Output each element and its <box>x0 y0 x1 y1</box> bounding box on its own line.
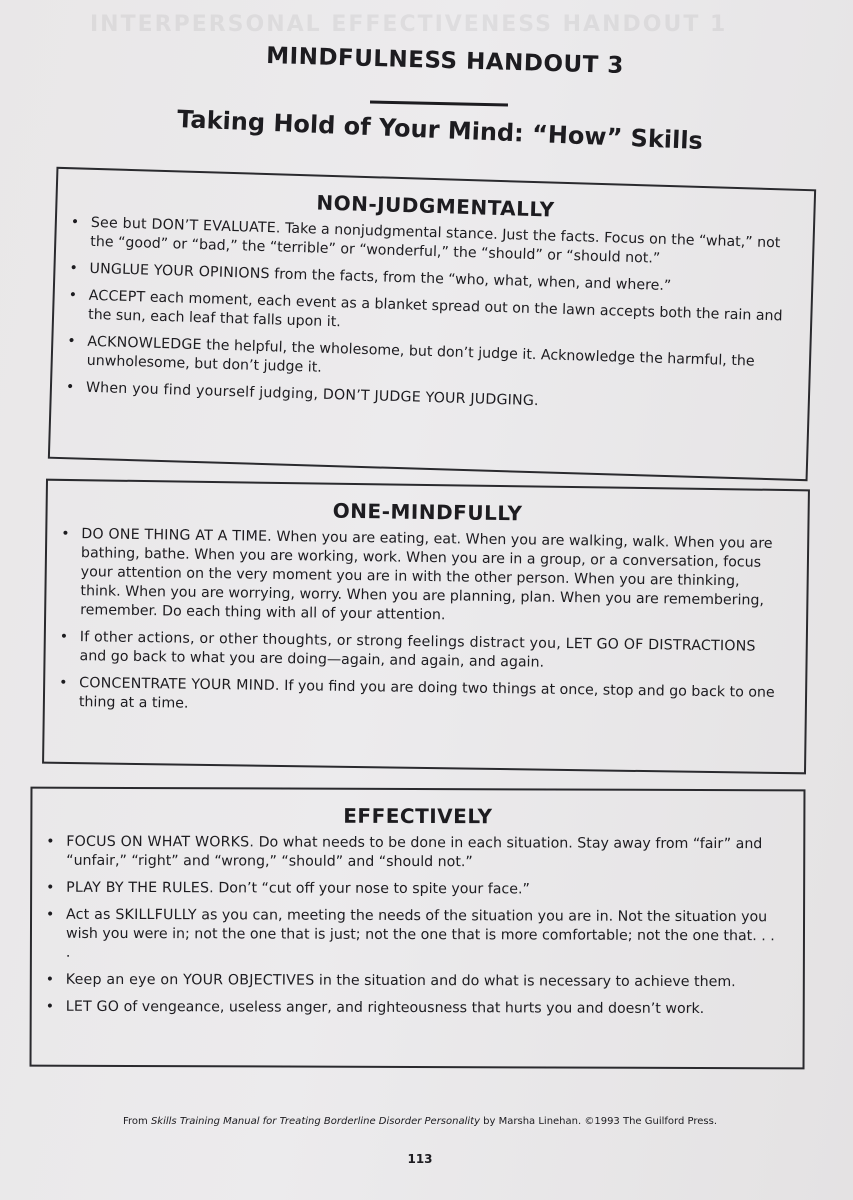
bullet-icon: • <box>70 214 80 231</box>
bullet-icon: • <box>59 628 69 646</box>
bullet-icon: • <box>45 971 55 988</box>
list-item: • FOCUS ON WHAT WORKS. Do what needs to be done in each situation. Stay away from “fair” and “unfair,” “right” and “wrong,” “should” and “should not.” <box>46 833 763 871</box>
bullet-icon: • <box>46 879 55 896</box>
page-number: 113 <box>407 1152 433 1166</box>
bullet-icon: • <box>46 833 55 850</box>
list-item: • UNGLUE YOUR OPINIONS from the facts, from the “who, what, when, and where.” <box>69 260 672 295</box>
bullet-list <box>52 213 813 419</box>
handout-title: MINDFULNESS HANDOUT 3 <box>265 43 625 79</box>
bullet-icon: • <box>65 379 75 396</box>
title-divider <box>370 101 508 107</box>
list-item: • See but DON’T EVALUATE. Take a nonjudgmental stance. Just the facts. Focus on the “what,” not the “good” or “bad,” the “terrible” or “wonderful,” the “should” or “should not.” <box>70 214 781 267</box>
section-heading: EFFECTIVELY <box>343 803 493 829</box>
section-non-judgmentally <box>48 167 816 481</box>
list-item: • When you find yourself judging, DON’T JUDGE YOUR JUDGING. <box>65 379 539 410</box>
list-item: • PLAY BY THE RULES. Don’t “cut off your nose to spite your face.” <box>46 879 530 898</box>
list-item: • If other actions, or other thoughts, or strong feelings distract you, LET GO OF DISTRACTIONS and go back to what you are doing—again, and again, and again. <box>59 628 756 671</box>
page-subtitle: Taking Hold of Your Mind: “How” Skills <box>176 104 704 156</box>
list-item: • Act as SKILLFULLY as you can, meeting the needs of the situation you are in. Not the situation you wish you were in; not the one that is just; not the one that is more comfortable; not the one that. . . . <box>46 906 775 961</box>
bullet-icon: • <box>45 998 55 1015</box>
list-item: • LET GO of vengeance, useless anger, and righteousness that hurts you and doesn’t work. <box>45 998 705 1018</box>
bullet-icon: • <box>67 333 76 350</box>
list-item: • ACCEPT each moment, each event as a blanket spread out on the lawn accepts both the rain and the sun, each leaf that falls upon it. <box>68 287 783 331</box>
book-title: Skills Training Manual for Treating Borderline Disorder Personality <box>150 1116 480 1127</box>
source-citation: From Skills Training Manual for Treating Borderline Disorder Personality by Marsha Linehan. ©1993 The Guilford Press. <box>122 1116 717 1127</box>
bullet-icon: • <box>68 287 78 304</box>
show-through-text: INTERPERSONAL EFFECTIVENESS HANDOUT 1 <box>90 12 728 37</box>
bullet-list <box>32 833 804 1020</box>
section-effectively <box>30 787 806 1070</box>
list-item: • ACKNOWLEDGE the helpful, the wholesome, but don’t judge it. Acknowledge the harmful, the unwholesome, but don’t judge it. <box>67 333 755 376</box>
bullet-icon: • <box>46 906 55 923</box>
section-one-mindfully <box>42 479 810 775</box>
bullet-list <box>45 525 808 723</box>
bullet-icon: • <box>59 674 68 691</box>
bullet-icon: • <box>61 525 70 543</box>
bullet-icon: • <box>69 260 78 277</box>
list-item: • CONCENTRATE YOUR MIND. If you find you are doing two things at once, stop and go back to one thing at a time. <box>59 674 775 712</box>
section-heading: ONE-MINDFULLY <box>332 498 523 526</box>
list-item: • DO ONE THING AT A TIME. When you are eating, eat. When you are walking, walk. When you are bathing, bathe. When you are working, work. When you are in a group, or a conversation, focus your attention on the very moment you are in with the other person. When you are thinking, think. When you are worrying, worry. When you are planning, plan. When you are remembering, remember. Do each thing with all of your attention. <box>61 525 773 624</box>
section-heading: NON-JUDGMENTALLY <box>316 190 555 222</box>
list-item: • Keep an eye on YOUR OBJECTIVES in the situation and do what is necessary to achieve them. <box>45 971 736 991</box>
